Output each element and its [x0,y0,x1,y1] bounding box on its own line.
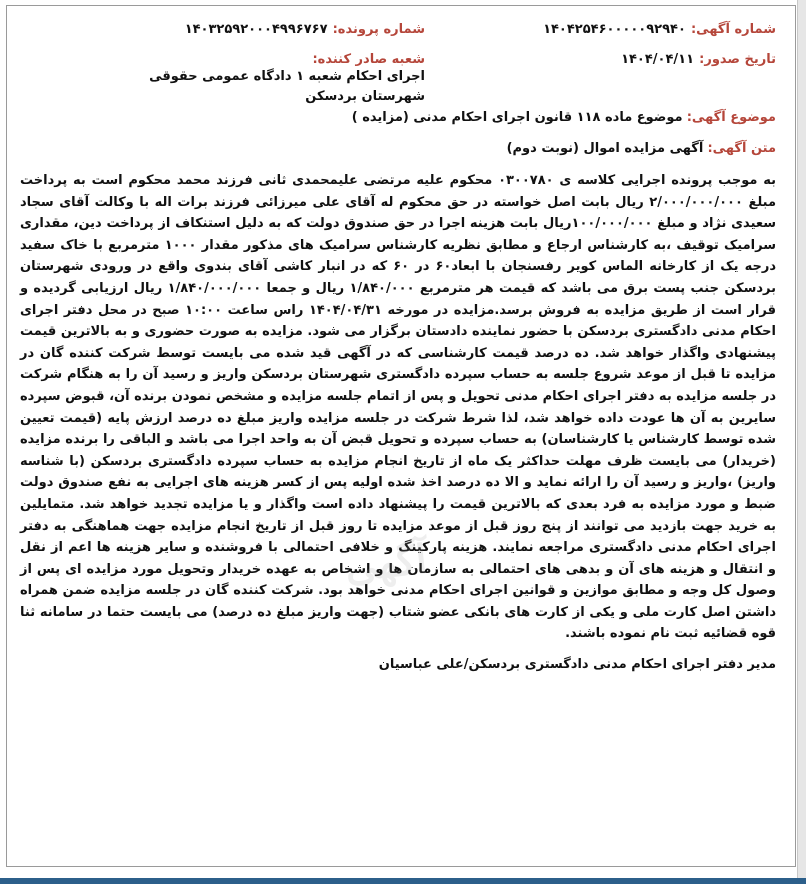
header-row-1 [14,18,780,48]
branch-field [14,48,425,107]
issue-date-label: تاریخ صدور: [699,52,776,67]
notice-body: به موجب پرونده اجرایی کلاسه ی ۰۳۰۰۷۸۰ محکوم علیه مرتضی علیمحمدی ثانی فرزند محمد محکوم است به پرداخت مبلغ ۲/۰۰۰/۰۰۰/۰۰۰ ریال بابت اصل خواسته در حق محکوم له آقای علی میرزائی فرزند برات اله با وکالت آقای سجاد سعیدی نژاد و مبلغ ۱۰۰/۰۰۰/۰۰۰ریال بابت هزینه اجرا در حق صندوق دولت که به دلیل استنکاف از پرداخت دین، مقداری سرامیک توقیف ،به کارشناس ارجاع و مطابق نظریه کارشناس سرامیک های مذکور مقدار ۱۰۰۰ مترمربع با خاک سفید درجه یک از کارخانه الماس کویر رفسنجان با ابعاد۶۰ در ۶۰ که در انبار کاشی آقای بندوی واقع در ورودی شهرستان بردسکن جنب پست برق می باشد که قیمت هر مترمربع ۱/۸۴۰/۰۰۰ ریال و جمعا ۱/۸۴۰/۰۰۰/۰۰۰ ریال ارزیابی گردیده و قرار است از طریق مزایده به فروش برسد.مزایده در مورخه ۱۴۰۴/۰۴/۳۱ راس ساعت ۱۰:۰۰ صبح در محل دفتر اجرای احکام مدنی دادگستری بردسکن با حضور نماینده دادستان برگزار می شود. مزایده به صورت حضوری و به بالاترین قیمت پیشنهادی واگذار خواهد شد. ده درصد قیمت کارشناسی که در آگهی قید شده می بایست توسط شرکت کننده گان در مزایده تا قبل از موعد شروع جلسه به حساب سپرده دادگستری شهرستان بردسکن واریز و رسید آن را به هنگام شرکت در جلسه مزایده به دفتر اجرای احکام مدنی تحویل و پس از اتمام جلسه مزایده و مشخص نمودن برنده آن، قبوض سپرده سایرین به آن ها عودت داده خواهد شد، لذا شرط شرکت در جلسه مزایده واریز مبلغ ده درصد ارزش پایه (قیمت تعیین شده توسط کارشناس یا کارشناسان) به حساب سپرده و تحویل قبض آن به واحد اجرا می باشد و الباقی را برنده مزایده (خریدار) می بایست ظرف مهلت حداکثر یک ماه از تاریخ انجام مزایده به حساب سپرده دادگستری بردسکن (با شناسه واریز) ،واریز و رسید آن را ارائه نماید و الا ده درصد اخذ شده اولیه پس از کسر هزینه های اجرایی به نفع صندوق دولت ضبط و مورد مزایده به فرد بعدی که بالاترین قیمت را پیشنهاد داده است واگذار و یا مزایده تجدید خواهد شد. متمایلین به خرید جهت بازدید می توانند از پنج روز قبل از موعد مزایده تا روز قبل از تاریخ انجام مزایده جهت هماهنگی به دفتر اجرای احکام مدنی دادگستری مراجعه نمایند. هزینه پارکینگ و خلافی احتمالی با فروشنده و سایر هزینه ها اعم از نقل و انتقال و هزینه های آن و بدهی های احتمالی به سازمان ها و اشخاص به عهده خریدار وتحویل مورد مزایده ای پس از وصول کل وجه و مطابق موازین و قوانین اجرای احکام مدنی خواهد بود. شرکت کننده گان در جلسه مزایده ضمن همراه داشتن اصل کارت ملی و یکی از کارت های بانکی عضو شتاب (جهت واریز مبلغ ده درصد) می بایست حتما در سامانه ثنا قوه قضائیه ثبت نام نموده باشند. [20,173,777,642]
issue-date: ۱۴۰۴/۰۴/۱۱ [621,52,695,67]
watermark-logo: آگهی [342,535,430,592]
branch-value: اجرای احکام شعبه ۱ دادگاه عمومی حقوقی شهرستان بردسکن [149,69,425,104]
header-row-2 [14,48,780,102]
ad-text-label: متن آگهی: [707,141,776,156]
ad-number: ۱۴۰۴۲۵۴۶۰۰۰۰۰۹۲۹۴۰ [543,22,686,37]
ad-number-label: شماره آگهی: [690,22,776,37]
ad-text-title: آگهی مزایده اموال (نوبت دوم) [506,141,704,156]
case-number-field [185,18,425,37]
subject-value: موضوع ماده ۱۱۸ قانون اجرای احکام مدنی (مزایده ) [351,110,683,125]
bottom-status-bar [0,878,806,884]
branch-label: شعبه صادر کننده: [312,52,425,67]
case-number-label: شماره پرونده: [332,22,425,37]
subject-field [14,110,780,125]
ad-number-field [543,18,776,37]
issue-date-field [621,48,776,67]
subject-label: موضوع آگهی: [686,110,776,125]
signature: مدیر دفتر اجرای احکام مدنی دادگستری بردسکن/علی عباسیان [378,657,776,673]
vertical-scrollbar[interactable] [797,0,806,878]
ad-text-field [14,141,780,156]
case-number: ۱۴۰۳۲۵۹۲۰۰۰۴۹۹۶۷۶۷ [184,22,328,37]
